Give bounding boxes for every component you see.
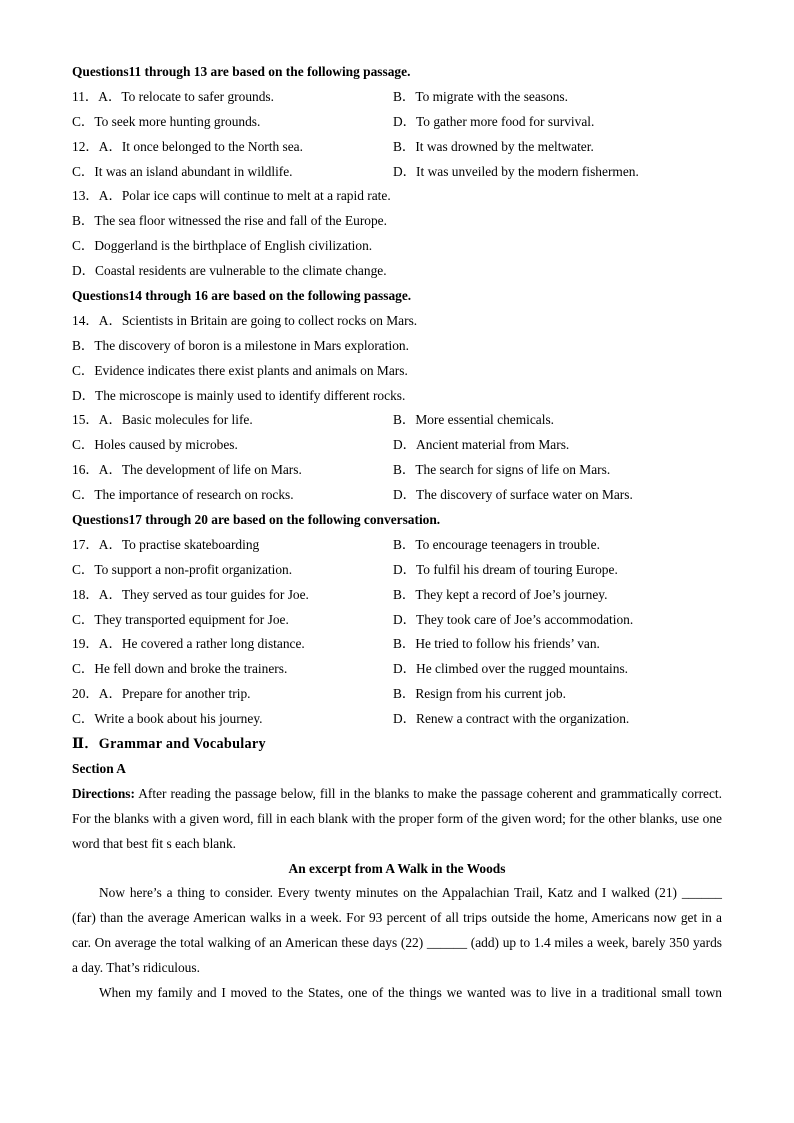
q19-option-d: D．He climbed over the rugged mountains. (393, 661, 629, 677)
q15-option-d: D．Ancient material from Mars. (393, 437, 570, 453)
directions-paragraph (72, 782, 722, 857)
q17-option-d: D．To fulfil his dream of touring Europe. (393, 561, 618, 577)
question-15-row-1 (72, 408, 722, 433)
q19-option-c: C．He fell down and broke the trainers. (72, 661, 288, 677)
question-16-row-1 (72, 458, 722, 483)
question-17-row-1 (72, 533, 722, 558)
question-11-row-1 (72, 85, 722, 110)
question-17-row-2 (72, 558, 722, 583)
q14-option-d: D．The microscope is mainly used to identify different rocks. (72, 387, 406, 403)
question-20-row-2 (72, 707, 722, 732)
q12-option-a: 12．A．It once belonged to the North sea. (72, 138, 303, 154)
q12-option-b: B．It was drowned by the meltwater. (393, 138, 594, 154)
q13-option-b: B．The sea floor witnessed the rise and fall of the Europe. (72, 213, 387, 229)
q18-option-b: B．They kept a record of Joe’s journey. (393, 586, 608, 602)
q12-option-c: C．It was an island abundant in wildlife. (72, 163, 293, 179)
section-heading-17-20: Questions17 through 20 are based on the following conversation. (72, 512, 441, 528)
question-12-row-2 (72, 160, 722, 185)
q20-option-b: B．Resign from his current job. (393, 686, 566, 702)
q16-option-c: C．The importance of research on rocks. (72, 487, 294, 503)
directions-label: Directions: (72, 785, 135, 801)
q11-option-c: C．To seek more hunting grounds. (72, 113, 261, 129)
q15-option-b: B．More essential chemicals. (393, 412, 555, 428)
q14-option-b: B．The discovery of boron is a milestone in Mars exploration. (72, 337, 409, 353)
q15-option-c: C．Holes caused by microbes. (72, 437, 238, 453)
passage-paragraph-1: Now here’s a thing to consider. Every twenty minutes on the Appalachian Trail, Katz and I walked (21) ______ (far) than the average American walks in a week. For 93 percent of all trips outside the home, Americans now get in a car. On average the total walking of an American these days (22) ______ (add) up to 1.4 miles a week, barely 350 yards a day. That’s ridiculous. (72, 885, 722, 976)
section-a-label: Section A (72, 760, 126, 776)
q19-option-b: B．He tried to follow his friends’ van. (393, 636, 600, 652)
q20-option-d: D．Renew a contract with the organization. (393, 711, 630, 727)
q17-option-a: 17．A．To practise skateboarding (72, 536, 260, 552)
q20-option-a: 20．A．Prepare for another trip. (72, 686, 251, 702)
q14-option-c: C．Evidence indicates there exist plants and animals on Mars. (72, 362, 408, 378)
q12-option-d: D．It was unveiled by the modern fishermen. (393, 163, 639, 179)
q14-option-a: 14．A．Scientists in Britain are going to collect rocks on Mars. (72, 312, 418, 328)
question-18-row-2 (72, 608, 722, 633)
q18-option-d: D．They took care of Joe’s accommodation. (393, 611, 634, 627)
directions-text: After reading the passage below, fill in the blanks to make the passage coherent and grammatically correct. For the blanks with a given word, fill in each blank with the proper form of the given word; for the other blanks, use one word that best fit s each blank. (72, 785, 722, 851)
q13-option-d: D．Coastal residents are vulnerable to the climate change. (72, 263, 387, 279)
question-11-row-2 (72, 110, 722, 135)
q11-option-d: D．To gather more food for survival. (393, 113, 595, 129)
q16-option-a: 16．A．The development of life on Mars. (72, 462, 302, 478)
question-20-row-1 (72, 682, 722, 707)
q17-option-c: C．To support a non-profit organization. (72, 561, 293, 577)
question-12-row-1 (72, 135, 722, 160)
q19-option-a: 19．A．He covered a rather long distance. (72, 636, 305, 652)
q18-option-a: 18．A．They served as tour guides for Joe. (72, 586, 309, 602)
section-heading-14-16: Questions14 through 16 are based on the following passage. (72, 288, 412, 304)
excerpt-title: An excerpt from A Walk in the Woods (288, 860, 506, 876)
q13-option-c: C．Doggerland is the birthplace of English civilization. (72, 238, 373, 254)
passage-paragraph-2: When my family and I moved to the States, one of the things we wanted was to live in a traditional small town (99, 985, 722, 1001)
q13-option-a: 13．A．Polar ice caps will continue to melt at a rapid rate. (72, 188, 391, 204)
q11-option-b: B．To migrate with the seasons. (393, 88, 568, 104)
q18-option-c: C．They transported equipment for Joe. (72, 611, 289, 627)
question-18-row-1 (72, 583, 722, 608)
q16-option-b: B．The search for signs of life on Mars. (393, 462, 611, 478)
q20-option-c: C．Write a book about his journey. (72, 711, 263, 727)
q15-option-a: 15．A．Basic molecules for life. (72, 412, 253, 428)
question-19-row-2 (72, 657, 722, 682)
part-2-heading: Ⅱ．Grammar and Vocabulary (72, 736, 266, 753)
question-15-row-2 (72, 433, 722, 458)
section-heading-11-13: Questions11 through 13 are based on the following passage. (72, 64, 411, 79)
q11-option-a: 11．A．To relocate to safer grounds. (72, 88, 274, 104)
q16-option-d: D．The discovery of surface water on Mars. (393, 487, 633, 503)
q17-option-b: B．To encourage teenagers in trouble. (393, 536, 600, 552)
question-19-row-1 (72, 632, 722, 657)
exam-page (72, 60, 722, 1006)
question-16-row-2 (72, 483, 722, 508)
